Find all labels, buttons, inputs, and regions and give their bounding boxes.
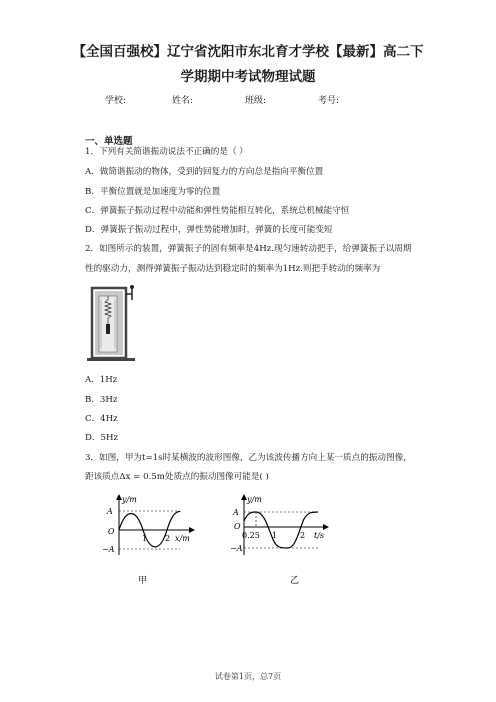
- q1-option-c: C．弹簧振子振动过程中动能和弹性势能相互转化，系统总机械能守恒: [85, 206, 350, 216]
- graph-a-caption: 甲: [138, 576, 148, 586]
- graph-b-amp-pos: A: [233, 508, 239, 517]
- class-field: 班级:: [245, 96, 267, 106]
- graph-b-tick-1: 1: [272, 531, 278, 540]
- graph-a-x-label: x/m: [175, 534, 190, 543]
- graph-a-tick-1: 1: [142, 534, 148, 543]
- school-field: 学校:: [105, 96, 127, 106]
- graph-a-amp-pos: A: [107, 507, 113, 516]
- graph-b-amp-neg: −A: [230, 544, 243, 553]
- q1-stem: 1．下列有关简谐振动说法不正确的是（ ）: [85, 147, 248, 157]
- q2-option-b: B．3Hz: [85, 395, 118, 405]
- exam-title-line1: 【全国百强校】辽宁省沈阳市东北育才学校【最新】高二下: [72, 44, 424, 60]
- q1-option-b: B．平衡位置就是加速度为零的位置: [85, 187, 221, 197]
- q1-option-a: A．做简谐振动的物体，受到的回复力的方向总是指向平衡位置: [85, 167, 324, 177]
- graph-a-amp-neg: −A: [102, 545, 115, 554]
- graph-a-tick-2: 2: [165, 534, 171, 543]
- exam-number-field: 考号:: [318, 96, 340, 106]
- q1-option-d: D．弹簧振子振动过程中，弹性势能增加时，弹簧的长度可能变短: [85, 225, 333, 235]
- graph-a-origin: O: [108, 527, 115, 536]
- graph-b-x-label: t/s: [314, 531, 325, 540]
- name-field: 姓名:: [172, 96, 194, 106]
- q2-option-c: C．4Hz: [85, 414, 118, 424]
- vibration-graph-b: [230, 493, 345, 588]
- graph-b-origin: O: [234, 522, 241, 531]
- graph-b-caption: 乙: [290, 576, 300, 586]
- wave-graph-a: [100, 493, 210, 588]
- exam-title-line2: 学期期中考试物理试题: [180, 69, 316, 85]
- graph-b-tick-025: 0.25: [242, 531, 260, 540]
- q2-stem-line1: 2．如图所示的装置，弹簧振子的固有频率是4Hz.现匀速转动把手，给弹簧振子以周期: [85, 244, 412, 254]
- section-title: 一、单选题: [85, 136, 133, 147]
- graph-b-tick-2: 2: [300, 531, 306, 540]
- q2-option-a: A．1Hz: [85, 375, 118, 385]
- spring-apparatus-figure: [86, 282, 138, 362]
- q3-stem-line2: 距该质点Δx = 0.5m处质点的振动图像可能是( ): [85, 472, 269, 482]
- q2-option-d: D．5Hz: [85, 433, 118, 443]
- graph-b-y-label: y/m: [247, 495, 262, 504]
- graph-a-y-label: y/m: [122, 495, 137, 504]
- q2-stem-line2: 性的驱动力，测得弹簧振子振动达到稳定时的频率为1Hz.则把手转动的频率为: [85, 264, 381, 274]
- q3-stem-line1: 3．如图，甲为t=1s时某横波的波形图像，乙为该波传播方向上某一质点的振动图像，: [85, 453, 412, 463]
- page-footer: 试卷第1页，总7页: [214, 672, 282, 681]
